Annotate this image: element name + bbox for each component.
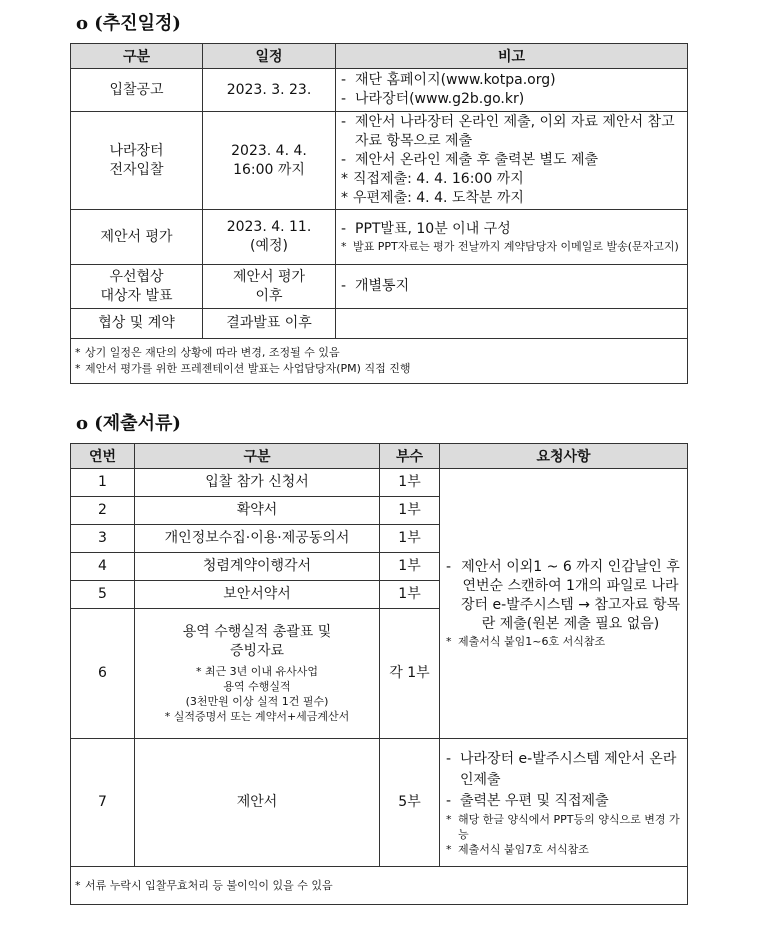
schedule-footnotes (71, 339, 688, 384)
col-header-category: 구분 (135, 444, 380, 469)
section-title-documents: o (제출서류) (76, 413, 181, 434)
remark-item: - PPT발표, 10분 이내 구성 (339, 220, 684, 239)
remark-star-item: * 우편제출: 4. 4. 도착분 까지 (339, 189, 684, 208)
table-row (71, 469, 688, 497)
doc-sub-line: * 최근 3년 이내 유사사업 (138, 664, 376, 679)
table-row (71, 69, 688, 112)
request-small-item: * 제출서식 붙임7호 서식참조 (444, 842, 683, 857)
footnote: * 제안서 평가를 위한 프레젠테이션 발표는 사업담당자(PM) 직접 진행 (75, 361, 683, 377)
table-row (71, 309, 688, 339)
col-header-no: 연번 (71, 444, 135, 469)
doc-sub-line: (3천만원 이상 실적 1건 필수) (185, 695, 329, 708)
remark-item: - 개별통지 (339, 277, 684, 296)
doc-sub-star: * 실적증명서 또는 계약서+세금계산서 (138, 709, 376, 724)
remark-star-item: * 직접제출: 4. 4. 16:00 까지 (339, 170, 684, 189)
footnote: * 상기 일정은 재단의 상황에 따라 변경, 조정될 수 있음 (75, 345, 683, 361)
row-copies: 1부 (380, 497, 440, 525)
remark-item: - 제안서 온라인 제출 후 출력본 별도 제출 (339, 151, 684, 170)
request-1-6 (440, 469, 688, 739)
request-small-item: * 해당 한글 양식에서 PPT등의 양식으로 변경 가능 (444, 812, 683, 842)
row-doc-name: 청렴계약이행각서 (135, 553, 380, 581)
row-remarks (336, 210, 688, 265)
label-line: 대상자 발표 (100, 287, 173, 304)
request-note: * 제출서식 붙임1~6호 서식참조 (444, 634, 683, 649)
row-no: 4 (71, 553, 135, 581)
row-no: 1 (71, 469, 135, 497)
row-copies: 1부 (380, 525, 440, 553)
request-7 (440, 739, 688, 867)
row-no: 6 (71, 609, 135, 739)
date-line: 제안서 평가 (232, 268, 306, 285)
remark-item: - 재단 홈페이지(www.kotpa.org) (339, 71, 684, 90)
remark-small-item: * 발표 PPT자료는 평가 전날까지 계약담당자 이메일로 발송(문자고지) (339, 239, 684, 254)
row-date (203, 210, 336, 265)
row-remarks (336, 69, 688, 112)
date-line: 2023. 4. 4. (231, 142, 307, 159)
table-row (71, 739, 688, 867)
row-no: 7 (71, 739, 135, 867)
row-copies: 5부 (380, 739, 440, 867)
row-no: 5 (71, 581, 135, 609)
doc-name-line: 증빙자료 (229, 643, 285, 659)
row-doc-name: 제안서 (135, 739, 380, 867)
date-line: 2023. 4. 11. (226, 219, 312, 235)
row-date: 결과발표 이후 (203, 309, 336, 339)
row-doc-name (135, 609, 380, 739)
row-copies: 1부 (380, 553, 440, 581)
row-remarks (336, 112, 688, 210)
date-line: (예정) (250, 238, 288, 254)
schedule-table (70, 43, 688, 384)
row-doc-name: 입찰 참가 신청서 (135, 469, 380, 497)
date-line: 16:00 까지 (233, 161, 305, 178)
remark-item: - 나라장터(www.g2b.go.kr) (339, 90, 684, 109)
row-remarks (336, 265, 688, 309)
row-date (203, 112, 336, 210)
label-line: 우선협상 (109, 268, 164, 285)
row-doc-name: 확약서 (135, 497, 380, 525)
request-main: - 제안서 이외1 ~ 6 까지 인감날인 후 연번순 스캔하여 1개의 파일로 나라장터 e-발주시스템 → 참고자료 항목란 제출(원본 제출 필요 없음) (444, 558, 683, 634)
section-title-schedule: o (추진일정) (76, 13, 181, 34)
doc-sub-line: 용역 수행실적 (223, 680, 291, 693)
row-copies: 1부 (380, 469, 440, 497)
row-label: 입찰공고 (71, 69, 203, 112)
row-doc-name: 보안서약서 (135, 581, 380, 609)
row-label: 협상 및 계약 (71, 309, 203, 339)
label-line: 전자입찰 (109, 161, 164, 178)
col-header-category: 구분 (71, 44, 203, 69)
row-label: 제안서 평가 (71, 210, 203, 265)
date-line: 이후 (255, 287, 283, 304)
documents-table (70, 443, 688, 905)
row-no: 2 (71, 497, 135, 525)
row-date: 2023. 3. 23. (203, 69, 336, 112)
row-label (71, 265, 203, 309)
remark-item: - 제안서 나라장터 온라인 제출, 이외 자료 제안서 참고자료 항목으로 제출 (339, 113, 684, 151)
row-copies: 각 1부 (380, 609, 440, 739)
col-header-requests: 요청사항 (440, 444, 688, 469)
col-header-schedule: 일정 (203, 44, 336, 69)
row-doc-name: 개인정보수집·이용·제공동의서 (135, 525, 380, 553)
row-label (71, 112, 203, 210)
request-item: - 나라장터 e-발주시스템 제안서 온라인제출 (444, 749, 683, 791)
doc-name-line: 용역 수행실적 총괄표 및 (182, 624, 332, 640)
row-date (203, 265, 336, 309)
row-remarks (336, 309, 688, 339)
table-row (71, 210, 688, 265)
col-header-remarks: 비고 (336, 44, 688, 69)
documents-footnote (71, 867, 688, 905)
label-line: 나라장터 (109, 142, 164, 159)
request-item: - 출력본 우편 및 직접제출 (444, 791, 683, 812)
footnote: * 서류 누락시 입찰무효처리 등 불이익이 있을 수 있음 (75, 878, 683, 894)
col-header-copies: 부수 (380, 444, 440, 469)
row-no: 3 (71, 525, 135, 553)
table-row (71, 265, 688, 309)
row-copies: 1부 (380, 581, 440, 609)
table-row (71, 112, 688, 210)
